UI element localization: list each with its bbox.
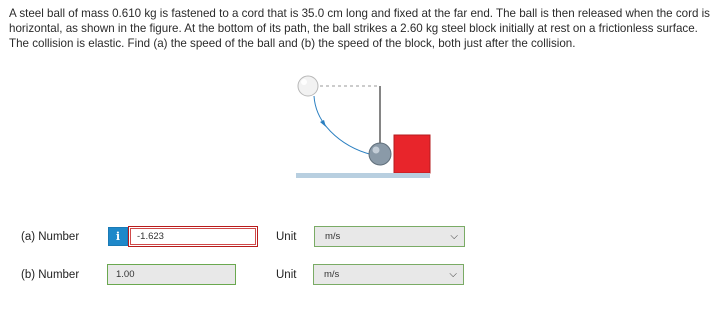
answer-row-a [0, 225, 725, 251]
problem-statement: A steel ball of mass 0.610 kg is fastened to a cord that is 35.0 cm long and fixed at the far end. The ball is then released when the cord is horizontal, as shown in the figure. At the bottom of its path, the ball strikes a 2.60 kg steel block initially at rest on a frictionless surface. The collision is elastic. Find (a) the speed of the ball and (b) the speed of the block, both just after the collision. [9, 7, 710, 50]
ball-end [369, 143, 391, 165]
unit-label-a: Unit [276, 231, 297, 243]
unit-select-a[interactable] [314, 226, 465, 247]
part-a-label: (a) Number [21, 231, 80, 243]
part-b-label: (b) Number [21, 269, 80, 281]
pendulum-figure [288, 72, 438, 182]
frictionless-surface [296, 173, 430, 178]
unit-value-a: m/s [325, 231, 341, 242]
info-icon[interactable]: i [108, 227, 128, 246]
number-input-b[interactable]: 1.00 [107, 264, 236, 285]
unit-select-b[interactable] [313, 264, 464, 285]
path-arrow [320, 120, 326, 127]
chevron-down-icon: ⌵ [449, 269, 457, 280]
unit-label-b: Unit [276, 269, 297, 281]
chevron-down-icon: ⌵ [450, 231, 458, 242]
number-input-a[interactable]: -1.623 [128, 226, 258, 247]
unit-value-b: m/s [324, 269, 340, 280]
answer-row-b [0, 263, 725, 289]
swing-path [314, 96, 378, 156]
ball-start [298, 76, 318, 96]
steel-block [394, 135, 430, 173]
